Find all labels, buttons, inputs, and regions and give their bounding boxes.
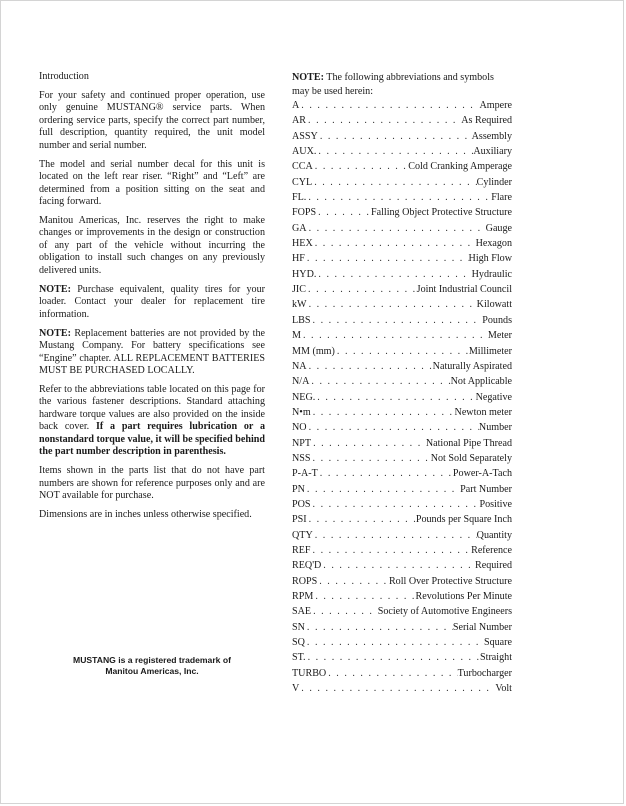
- abbreviation-row: [292, 622, 512, 637]
- dot-leader: [305, 622, 453, 633]
- abbreviation-row: [292, 330, 512, 345]
- dot-leader: [301, 330, 488, 341]
- abbreviation-meaning: Revolutions Per Minute: [415, 591, 512, 602]
- dot-leader: [318, 468, 453, 479]
- abbreviation-term: V: [292, 683, 300, 695]
- abbreviation-row: [292, 453, 512, 468]
- dot-leader: [313, 238, 476, 249]
- dot-leader: [311, 453, 431, 464]
- abbreviation-meaning: Pounds: [482, 314, 512, 326]
- dot-leader: [299, 100, 479, 111]
- abbreviation-row: [292, 606, 512, 621]
- abbreviation-term: GA: [292, 222, 307, 234]
- abbreviation-row: [292, 177, 512, 192]
- abbreviation-term: REF: [292, 544, 311, 556]
- abbreviation-row: [292, 545, 512, 560]
- abbreviation-row: [292, 284, 512, 299]
- abbreviation-meaning: Cold Cranking Amperage: [408, 161, 512, 173]
- abbreviation-row: [292, 161, 512, 176]
- dot-leader: [316, 146, 473, 157]
- abbreviation-row: [292, 530, 512, 545]
- dot-leader: [313, 591, 415, 602]
- abbreviation-row: [292, 484, 512, 499]
- dot-leader: [311, 438, 426, 449]
- abbreviation-row: [292, 361, 512, 376]
- abbreviation-row: [292, 238, 512, 253]
- dot-leader: [309, 376, 450, 387]
- abbreviation-term: AUX.: [292, 146, 317, 158]
- abbreviation-term: CCA: [292, 161, 313, 173]
- abbreviation-term: QTY: [292, 529, 313, 541]
- abbreviation-term: SAE: [292, 606, 312, 618]
- abbreviation-term: HYD.: [292, 268, 317, 280]
- note-label: NOTE:: [39, 283, 71, 295]
- abbreviation-term: kW: [292, 299, 307, 311]
- abbreviation-row: [292, 207, 512, 222]
- lubrication-note: If a part requires lubrication or a nonstandard torque value, it will be specified behind the part number description in parenthesis.: [39, 421, 266, 458]
- note-label: NOTE:: [39, 327, 71, 339]
- abbreviation-meaning: Number: [478, 422, 512, 434]
- dot-leader: [307, 514, 416, 525]
- abbreviation-term: PSI: [292, 514, 307, 526]
- trademark-notice: [39, 655, 265, 677]
- dot-leader: [307, 223, 486, 234]
- abbreviation-term: NEG.: [292, 391, 316, 403]
- abbreviation-row: [292, 253, 512, 268]
- abbreviation-meaning: Not Sold Separately: [430, 452, 512, 464]
- introduction-column: [39, 71, 265, 528]
- dot-leader: [311, 315, 483, 326]
- abbreviation-meaning: High Flow: [468, 253, 512, 265]
- abbreviation-term: N/A: [292, 376, 310, 388]
- abbreviation-meaning: Assembly: [471, 130, 512, 142]
- dot-leader: [321, 560, 475, 571]
- abbreviation-term: ST.: [292, 652, 306, 664]
- dot-leader: [311, 606, 378, 617]
- dot-leader: [305, 637, 484, 648]
- intro-paragraph-serial-decal: The model and serial number decal for this unit is located on the left rear riser. “Right” and “Left” are determined from a position sitting on the seat and facing forward.: [39, 158, 265, 208]
- abbreviation-meaning: Negative: [475, 391, 512, 403]
- abbreviation-term: POS: [292, 498, 311, 510]
- dot-leader: [316, 269, 471, 280]
- abbreviation-row: [292, 514, 512, 529]
- abbreviation-row: [292, 269, 512, 284]
- note-batteries: [39, 328, 265, 378]
- dot-leader: [317, 576, 389, 587]
- abbreviations-column: [292, 71, 512, 698]
- intro-paragraph-fasteners: [39, 384, 265, 459]
- dot-leader: [306, 284, 417, 295]
- dot-leader: [306, 192, 491, 203]
- abbreviation-meaning: Serial Number: [452, 621, 512, 633]
- abbreviation-meaning: Millimeter: [468, 345, 512, 357]
- abbreviation-term: NPT: [292, 437, 312, 449]
- abbreviation-meaning: Flare: [491, 192, 512, 204]
- abbreviation-row: [292, 683, 512, 698]
- dot-leader: [326, 668, 457, 679]
- note-tires: [39, 284, 265, 321]
- abbreviation-term: N•m: [292, 406, 311, 418]
- intro-paragraph-dimensions: Dimensions are in inches unless otherwise specified.: [39, 509, 252, 521]
- dot-leader: [305, 484, 460, 495]
- abbreviation-meaning: Kilowatt: [476, 299, 512, 311]
- abbreviation-meaning: Auxiliary: [473, 146, 512, 158]
- fastener-text: Refer to the abbreviations table located on this page for the various fastener descriptions. Standard attaching hardware torque values are also provided on the inside back cover.: [39, 383, 265, 433]
- abbreviation-row: [292, 299, 512, 314]
- abbreviation-row: [292, 422, 512, 437]
- abbreviation-term: NO: [292, 422, 307, 434]
- abbreviation-row: [292, 346, 512, 361]
- abbreviation-row: [292, 591, 512, 606]
- abbreviations-note: [292, 71, 512, 98]
- abbreviation-term: ASSY: [292, 130, 318, 142]
- dot-leader: [306, 652, 480, 663]
- abbreviation-term: P-A-T: [292, 468, 318, 480]
- introduction-heading: Introduction: [39, 71, 89, 82]
- dot-leader: [311, 407, 455, 418]
- abbreviation-meaning: Reference: [471, 544, 512, 556]
- note-label: NOTE:: [292, 72, 324, 83]
- abbreviation-term: FL.: [292, 192, 307, 204]
- abbreviation-meaning: Volt: [495, 683, 512, 695]
- trademark-line: MUSTANG is a registered trademark of: [73, 655, 231, 665]
- abbreviation-term: CYL: [292, 176, 313, 188]
- abbreviation-row: [292, 438, 512, 453]
- abbreviation-term: REQ'D: [292, 560, 322, 572]
- abbreviation-meaning: Gauge: [485, 222, 512, 234]
- abbreviation-meaning: National Pipe Thread: [425, 437, 512, 449]
- intro-paragraph-service-parts: For your safety and continued proper operation, use only genuine MUSTANG® service parts. When ordering service parts, specify the correct part number, full description, quantity required, the unit model number and serial number.: [39, 89, 265, 151]
- abbreviation-row: [292, 468, 512, 483]
- dot-leader: [307, 299, 477, 310]
- abbreviation-term: M: [292, 330, 301, 342]
- abbreviation-row: [292, 560, 512, 575]
- abbreviation-meaning: Turbocharger: [457, 667, 512, 679]
- abbreviation-term: NSS: [292, 452, 311, 464]
- abbreviation-term: FOPS: [292, 207, 317, 219]
- abbreviation-meaning: Roll Over Protective Structure: [388, 575, 512, 587]
- abbreviation-term: HEX: [292, 238, 313, 250]
- abbreviation-row: [292, 637, 512, 652]
- abbreviation-meaning: Power-A-Tach: [452, 468, 512, 480]
- dot-leader: [299, 683, 495, 694]
- abbreviation-row: [292, 652, 512, 667]
- note-text: The following abbreviations and symbols may be used herein:: [292, 72, 494, 97]
- dot-leader: [306, 115, 461, 126]
- abbreviation-meaning: Cylinder: [476, 176, 512, 188]
- abbreviation-term: PN: [292, 483, 305, 495]
- abbreviation-meaning: As Required: [461, 115, 512, 127]
- abbreviation-term: A: [292, 100, 300, 111]
- dot-leader: [312, 177, 476, 188]
- abbreviation-row: [292, 192, 512, 207]
- abbreviation-meaning: Required: [475, 560, 512, 572]
- abbreviation-term: TURBO: [292, 667, 327, 679]
- abbreviation-meaning: Part Number: [460, 483, 512, 495]
- abbreviation-meaning: Joint Industrial Council: [416, 284, 512, 296]
- abbreviation-row: [292, 499, 512, 514]
- abbreviation-term: SN: [292, 621, 305, 633]
- abbreviation-meaning: Falling Object Protective Structure: [371, 207, 512, 219]
- abbreviation-meaning: Straight: [480, 652, 512, 664]
- abbreviation-meaning: Pounds per Square Inch: [415, 514, 512, 526]
- abbreviation-row: [292, 100, 512, 115]
- dot-leader: [311, 545, 472, 556]
- abbreviation-meaning: Society of Automotive Engineers: [377, 606, 512, 618]
- dot-leader: [316, 207, 371, 218]
- abbreviation-term: RPM: [292, 591, 314, 602]
- dot-leader: [307, 422, 479, 433]
- abbreviation-row: [292, 576, 512, 591]
- note-text: Purchase equivalent, quality tires for your loader. Contact your dealer for replacement tire information.: [39, 283, 265, 320]
- abbreviation-term: ROPS: [292, 575, 318, 587]
- abbreviation-row: [292, 131, 512, 146]
- intro-paragraph-changes: Manitou Americas, Inc. reserves the right to make changes or improvements in the design or construction of any part of the vehicle without incurring the obligation to install such changes on any previously delivered units.: [39, 215, 265, 276]
- abbreviation-term: MM (mm): [292, 345, 335, 357]
- dot-leader: [305, 253, 469, 264]
- dot-leader: [335, 346, 469, 357]
- note-text: Replacement batteries are not provided by the Mustang Company. For battery specifications see “Engine” chapter. ALL REPLACEMENT BATTERIES MUST BE PURCHASED LOCALLY.: [39, 327, 265, 377]
- abbreviation-term: LBS: [292, 314, 311, 326]
- abbreviation-term: AR: [292, 115, 307, 127]
- abbreviation-row: [292, 376, 512, 391]
- abbreviation-meaning: Meter: [487, 330, 512, 342]
- abbreviation-row: [292, 407, 512, 422]
- abbreviation-meaning: Hexagon: [475, 238, 512, 250]
- abbreviation-meaning: Ampere: [479, 100, 512, 111]
- abbreviation-meaning: Hydraulic: [471, 268, 512, 280]
- abbreviation-meaning: Newton meter: [454, 406, 512, 418]
- intro-paragraph-reference-items: Items shown in the parts list that do not have part numbers are shown for reference purposes only and are NOT available for purchase.: [39, 465, 265, 502]
- abbreviation-meaning: Positive: [479, 498, 512, 510]
- dot-leader: [313, 530, 477, 541]
- abbreviation-row: [292, 668, 512, 683]
- abbreviation-row: [292, 223, 512, 238]
- abbreviation-meaning: Naturally Aspirated: [432, 360, 512, 372]
- dot-leader: [318, 131, 472, 142]
- abbreviation-term: HF: [292, 253, 305, 265]
- abbreviation-row: [292, 315, 512, 330]
- dot-leader: [313, 161, 409, 172]
- abbreviation-term: JIC: [292, 284, 307, 296]
- trademark-line: Manitou Americas, Inc.: [105, 666, 199, 676]
- dot-leader: [307, 361, 433, 372]
- abbreviation-meaning: Square: [483, 637, 512, 649]
- abbreviation-row: [292, 115, 512, 130]
- abbreviations-list: [292, 100, 512, 698]
- abbreviation-term: NA: [292, 360, 307, 372]
- abbreviation-meaning: Quantity: [476, 529, 512, 541]
- abbreviation-meaning: Not Applicable: [450, 376, 512, 388]
- abbreviation-row: [292, 392, 512, 407]
- abbreviation-row: [292, 146, 512, 161]
- dot-leader: [311, 499, 480, 510]
- dot-leader: [315, 392, 475, 403]
- abbreviation-term: SQ: [292, 637, 305, 649]
